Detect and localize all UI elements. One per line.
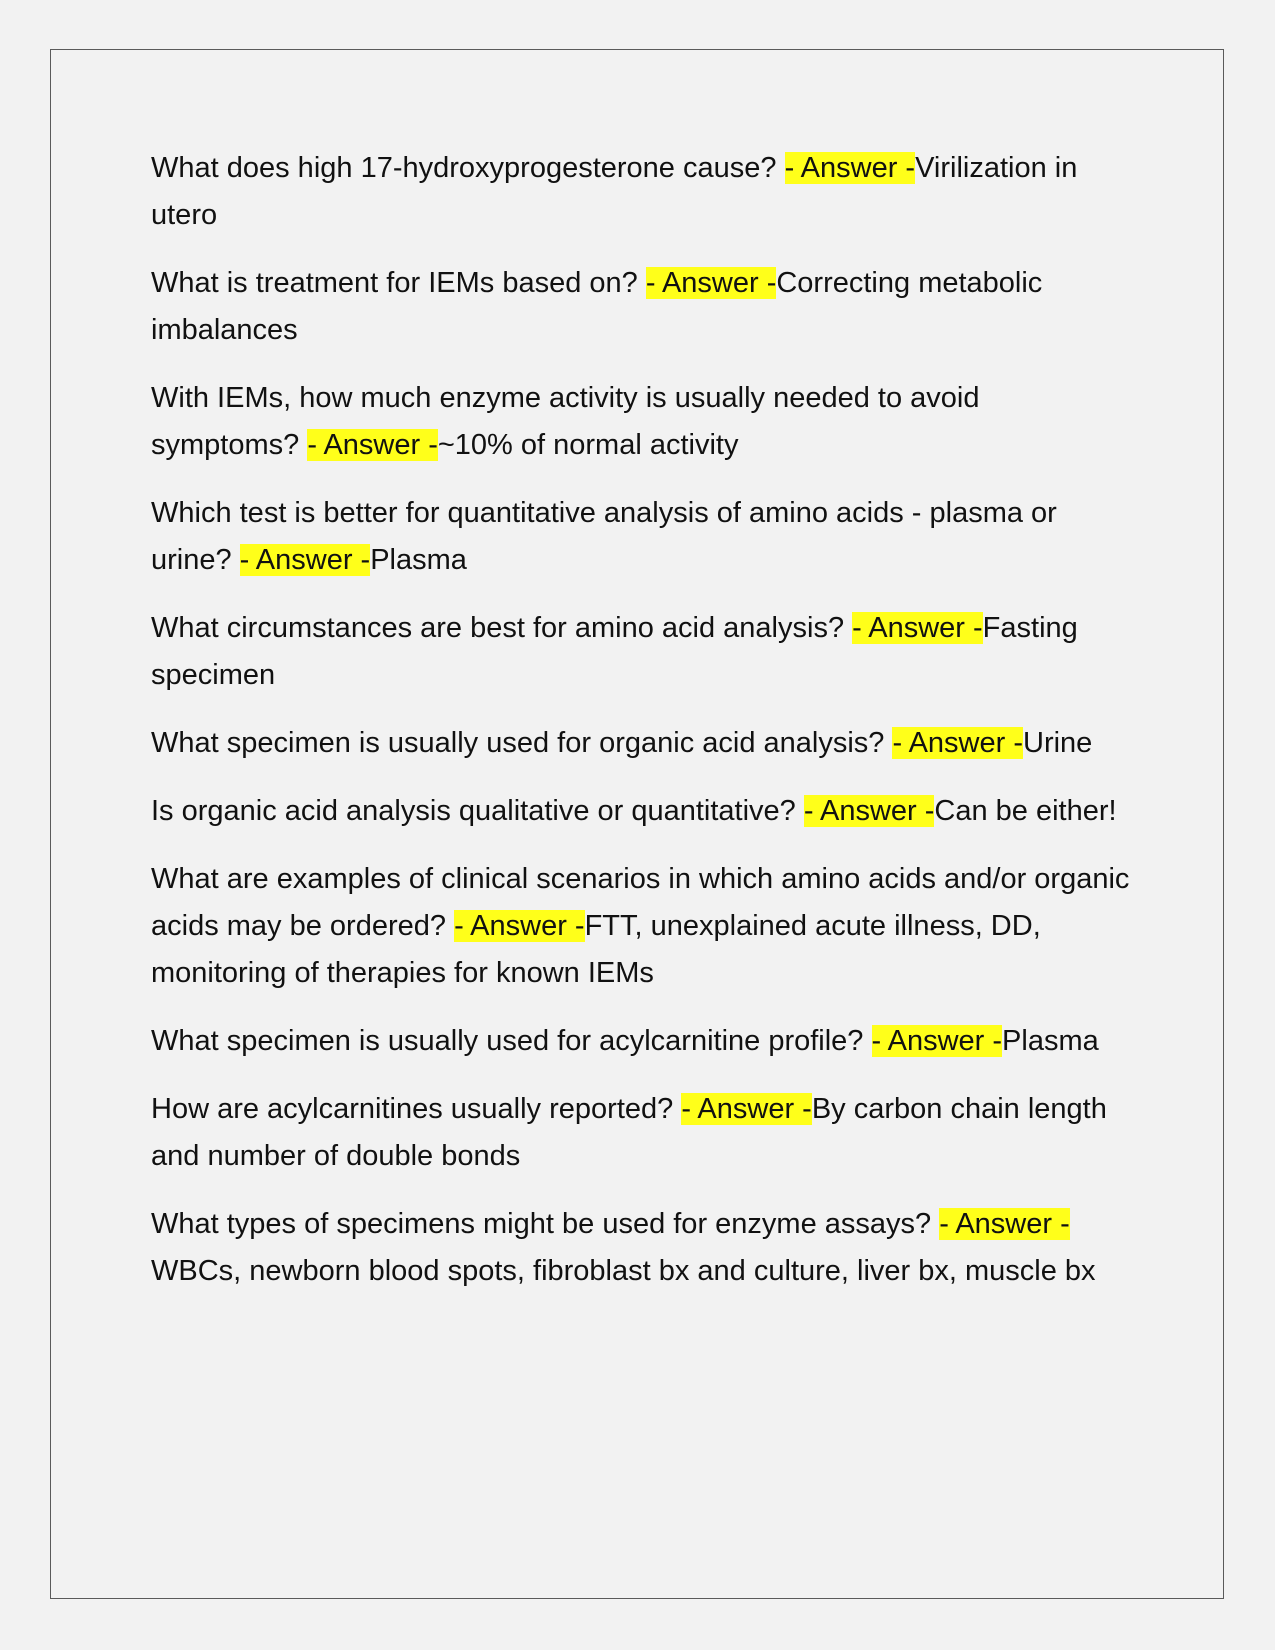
qa-item [151,145,1131,239]
question-text: What are examples of clinical scenarios in which amino acids and/or organic acids may be ordered? [151,863,1130,942]
answer-marker: - Answer - [852,612,983,644]
qa-item [151,490,1131,584]
question-text: What is treatment for IEMs based on? [151,267,646,299]
answer-text: Urine [1023,727,1093,759]
answer-marker: - Answer - [871,1025,1003,1057]
answer-marker: - Answer - [645,267,777,299]
answer-text: WBCs, newborn blood spots, fibroblast bx and culture, liver bx, muscle bx [151,1255,1096,1287]
answer-text: Plasma [370,544,467,576]
question-text: Is organic acid analysis qualitative or quantitative? [151,795,804,827]
question-text: What circumstances are best for amino acid analysis? [151,612,853,644]
qa-item [151,375,1131,469]
answer-marker: - Answer - [939,1208,1070,1240]
qa-list [151,145,1131,1316]
answer-marker: - Answer - [239,544,371,576]
answer-text: Can be either! [934,795,1117,827]
qa-item [151,1018,1131,1065]
qa-item [151,260,1131,354]
answer-marker: - Answer - [307,429,438,461]
question-text: With IEMs, how much enzyme activity is usually needed to avoid symptoms? [151,382,980,461]
answer-marker: - Answer - [803,795,935,827]
qa-item [151,1201,1131,1295]
question-text: What types of specimens might be used for enzyme assays? [151,1208,940,1240]
answer-text: Plasma [1002,1025,1099,1057]
question-text: Which test is better for quantitative analysis of amino acids - plasma or urine? [151,497,1057,576]
answer-marker: - Answer - [454,910,585,942]
qa-item [151,788,1131,835]
qa-item [151,1086,1131,1180]
answer-marker: - Answer - [681,1093,812,1125]
answer-marker: - Answer - [784,152,916,184]
answer-text: FTT, unexplained acute illness, DD, monitoring of therapies for known IEMs [151,910,1041,989]
qa-item [151,856,1131,997]
qa-item [151,720,1131,767]
answer-marker: - Answer - [892,727,1023,759]
question-text: How are acylcarnitines usually reported? [151,1093,682,1125]
answer-text: By carbon chain length and number of double bonds [151,1093,1107,1172]
answer-text: Virilization in utero [151,152,1078,231]
question-text: What does high 17-hydroxyprogesterone cause? [151,152,785,184]
question-text: What specimen is usually used for acylcarnitine profile? [151,1025,872,1057]
answer-text: Correcting metabolic imbalances [151,267,1043,346]
qa-item [151,605,1131,699]
question-text: What specimen is usually used for organic acid analysis? [151,727,893,759]
answer-text: Fasting specimen [151,612,1078,691]
answer-text: ~10% of normal activity [437,429,739,461]
